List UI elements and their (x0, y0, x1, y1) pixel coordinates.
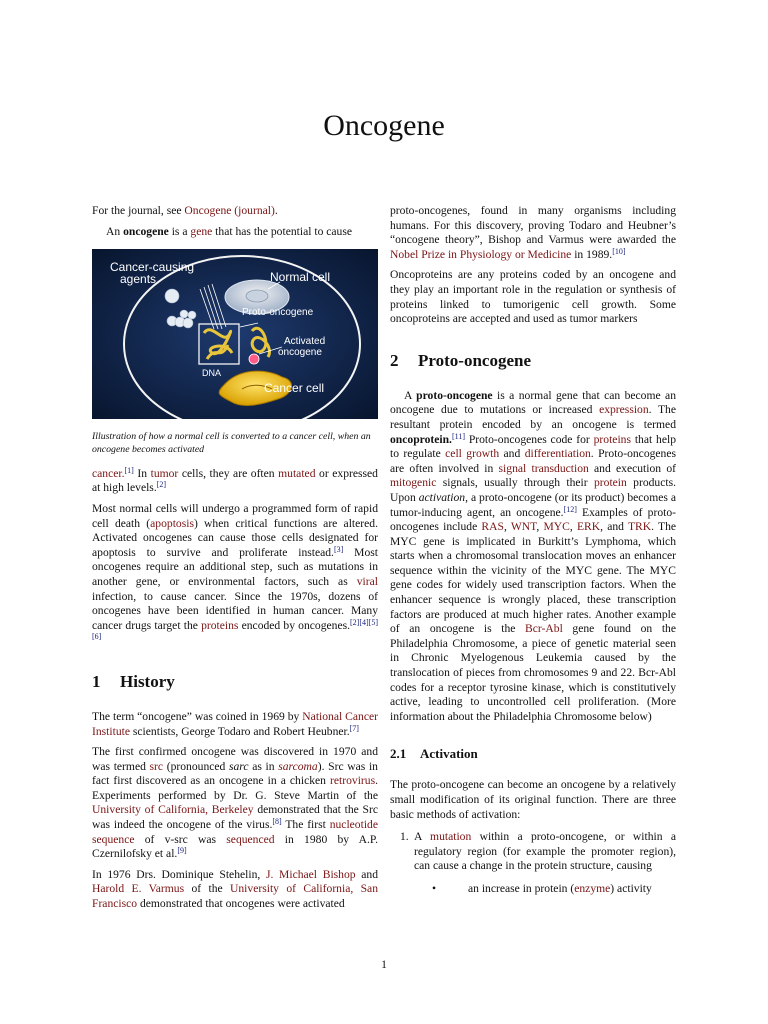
link-viral[interactable]: viral (356, 574, 378, 588)
link-differentiation[interactable]: differentiation (524, 447, 591, 461)
label-activated-1: Activated (284, 336, 326, 348)
label-agents-2: agents (120, 272, 157, 287)
link-mitogenic[interactable]: mitogenic (390, 476, 437, 490)
sub-list (414, 882, 676, 897)
label-agents-1: Cancer-causing (110, 260, 195, 275)
right-column (390, 204, 676, 897)
link-uc-berkeley[interactable]: University of California, Berkeley (92, 803, 254, 817)
link-erk[interactable]: ERK (576, 520, 601, 534)
figure-caption: Illustration of how a normal cell is converted to a cancer cell, when an oncogene becomes activated (92, 431, 371, 455)
heading-activation: 2.1 Activation (390, 746, 478, 762)
link-cell-growth[interactable]: cell growth (445, 447, 500, 461)
ref-7[interactable]: [7] (349, 723, 359, 733)
heading-history: 1 History (92, 671, 175, 691)
link-ucsf[interactable]: University of California, San Francisco (92, 882, 378, 911)
oncoproteins-paragraph: Oncoproteins are any proteins coded by an oncogene and they play an important role in the regulation or synthesis of proteins linked to tumorigenic cell growth. Some oncoproteins are accepted and used as tumor markers (390, 268, 676, 326)
heading-proto-oncogene: 2 Proto-oncogene (390, 350, 531, 370)
proto-oncogene-paragraph: A proto-oncogene is a normal gene that can become an oncogene due to mutations or increased expression. The resultant protein encoded by an oncogene is termed oncoprotein.[11] Proto-oncogenes code for proteins that help to regulate cell growth and differentiation. Proto-oncogenes are often involved in signal transduction and execution of mitogenic signals, usually through their protein products. Upon activation, a proto-oncogene (or its product) becomes a tumor-inducing agent, an oncogene.[12] Examples of proto-oncogenes include RAS, WNT, MYC, ERK, and TRK. The MYC gene is implicated in Burkitt’s Lymphoma, which starts when a chromosomal translocation moves an enhancer sequence within the vicinity of the MYC gene. The MYC gene codes for widely used transcription factors. When the enhancer sequence is wrongly placed, these transcription factors are produced at much higher rates. Another example of an oncogene is the Bcr-Abl gene found on the Philadelphia Chromosome, a piece of genetic material seen in Chronic Myelogenous Leukemia caused by the translocation of pieces from chromosomes 9 and 22. Bcr-Abl codes for a receptor tyrosine kinase, which is constitutively active, leading to uncontrolled cell proliferation. (More information about the Philadelphia Chromosome below) (390, 388, 677, 723)
page-number: 1 (381, 958, 387, 971)
link-apoptosis[interactable]: apoptosis (150, 516, 194, 530)
link-retrovirus[interactable]: retrovirus (330, 774, 376, 788)
activation-methods-list (390, 830, 676, 896)
label-activated-2: oncogene (278, 347, 322, 359)
hatnote: For the journal, see Oncogene (journal). (92, 204, 278, 217)
label-cancer-cell: Cancer cell (264, 381, 325, 396)
ref-10[interactable]: [10] (612, 246, 626, 256)
link-nucleotide-sequence[interactable]: nucleotide sequence (92, 818, 378, 846)
link-bishop[interactable]: J. Michael Bishop (265, 867, 356, 881)
label-normal-cell: Normal cell (270, 270, 331, 285)
link-proteins-2[interactable]: proteins (593, 432, 631, 446)
link-bcr-abl[interactable]: Bcr-Abl (525, 622, 563, 636)
label-dna: DNA (202, 368, 222, 379)
link-trk[interactable]: TRK (627, 520, 652, 534)
link-sarcoma[interactable]: sarcoma (278, 759, 318, 773)
link-nobel-prize[interactable]: Nobel Prize in Physiology or Medicine (390, 247, 572, 261)
link-myc[interactable]: MYC (543, 520, 570, 534)
ref-2[interactable]: [2] (156, 480, 167, 490)
left-column (92, 204, 378, 918)
link-ras[interactable]: RAS (481, 520, 504, 534)
activated-marker (249, 354, 259, 364)
link-expression[interactable]: expression (599, 403, 649, 417)
link-signal-transduction[interactable]: signal transduction (498, 461, 589, 475)
ref-9[interactable]: [9] (177, 846, 187, 856)
link-oncogene-journal[interactable]: Oncogene (journal) (184, 204, 275, 217)
link-mutated[interactable]: mutated (278, 466, 316, 480)
apoptosis-paragraph: Most normal cells will undergo a programmed form of rapid cell death (apoptosis) when critical functions are altered. Activated oncogenes can cause those cells designated for apoptosis to survive and proliferate instead.[3] Most oncogenes require an additional step, such as mutations in another gene, or environmental factors, such as viral infection, to cause cancer. Since the 1970s, dozens of oncogenes have been identified in human cancer. Many cancer drugs target the proteins encoded by oncogenes.[2][4][5][6] (92, 501, 378, 642)
intro-paragraph: An oncogene is a gene that has the potential to cause (106, 224, 353, 238)
label-proto-oncogene: Proto-oncogene (242, 307, 314, 319)
history-paragraph-2: The first confirmed oncogene was discovered in 1970 and was termed src (pronounced sarc as in sarcoma). Src was in fact first discovered as an oncogene in a chicken retrovirus. Experiments performed by Dr. G. Steve Martin of the University of California, Berkeley demonstrated that the Src was indeed the oncogene of the virus.[8] The first nucleotide sequence of v-src was sequenced in 1980 by A.P. Czernilofsky et al.[9] (92, 745, 378, 861)
link-wnt[interactable]: WNT (510, 520, 537, 534)
link-gene[interactable]: gene (190, 224, 213, 238)
history-paragraph-3: In 1976 Drs. Dominique Stehelin, J. Michael Bishop and Harold E. Varmus of the University of California, San Francisco demonstrated that oncogenes were activated (92, 867, 378, 911)
ref-1[interactable]: [1] (124, 465, 134, 475)
ref-12[interactable]: [12] (563, 504, 577, 514)
link-varmus[interactable]: Harold E. Varmus (92, 882, 185, 896)
history-paragraph-1: The term “oncogene” was coined in 1969 by National Cancer Institute scientists, George Todaro and Robert Heubner.[7] (92, 709, 378, 738)
intro-continued: cancer.[1] In tumor cells, they are often mutated or expressed at high levels.[2] (92, 465, 378, 495)
link-src[interactable]: src (149, 759, 164, 773)
link-sequenced[interactable]: sequenced (226, 832, 275, 846)
page-title: Oncogene (323, 109, 445, 142)
oncogene-figure (92, 249, 378, 419)
link-enzyme[interactable]: enzyme (574, 881, 611, 895)
nobel-paragraph: proto-oncogenes, found in many organisms including humans. For this discovery, proving Todaro and Heubner’s “oncogene theory”, Bishop and Varmus were awarded the Nobel Prize in Physiology or Medicine in 1989.[10] (390, 204, 676, 261)
link-cancer[interactable]: cancer. (92, 466, 125, 480)
list-item: • an increase in protein (enzyme) activity (444, 882, 676, 897)
link-mutation[interactable]: mutation (430, 830, 472, 844)
link-protein[interactable]: protein (593, 476, 627, 490)
ref-2-4-5-6[interactable]: [2][4][5][6] (92, 617, 378, 642)
ref-8[interactable]: [8] (272, 817, 282, 827)
link-proteins[interactable]: proteins (201, 618, 239, 632)
list-item: 1. A mutation within a proto-oncogene, or within a regulatory region (for example the promoter region), can cause a change in the protein structure, causing • an increase in protein (enzyme) activity (390, 830, 676, 896)
ref-3[interactable]: [3] (333, 544, 344, 554)
ref-11[interactable]: [11] (451, 431, 465, 441)
link-tumor[interactable]: tumor (150, 466, 179, 480)
cell-illustration (92, 249, 378, 419)
activation-paragraph: The proto-oncogene can become an oncogene by a relatively small modification of its original function. There are three basic methods of activation: (390, 778, 676, 821)
term-oncogene: oncogene (123, 224, 169, 238)
link-nci[interactable]: National Cancer Institute (92, 709, 378, 738)
